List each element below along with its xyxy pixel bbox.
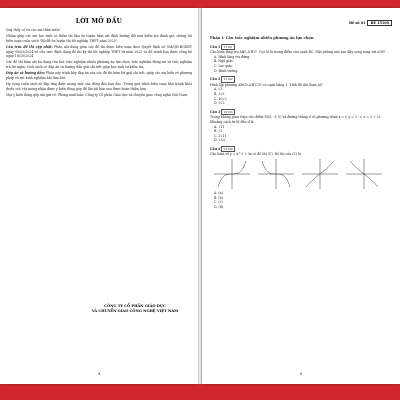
option: B. (b). [214, 195, 224, 200]
option: C. 10√3 [214, 96, 227, 101]
question: Câu 3 15103 Trong không gian Oxyz cho điểm M(3; -1; 0) và đường thẳng d có phương trình x = t; y = 2 - t; z = 3 + 2t. Khoảng cách từ M đến d là A. √11 B. √5 C. 2√11 D. √3/2 [210, 109, 392, 143]
option: B. 3√3 [214, 91, 225, 96]
option: A. Hình lăng trụ đứng. [214, 54, 251, 59]
page-title: LỜI MỞ ĐẦU [75, 18, 123, 25]
option: A. √11 [214, 124, 225, 129]
option: D. (d). [214, 204, 225, 209]
book-spread [0, 8, 400, 384]
exam-body [210, 36, 392, 212]
paragraph: Quý thầy cô và các em thân mến! [6, 28, 61, 32]
left-page [0, 8, 198, 384]
exam-code: Đề số 01 ĐỀ 15100 [349, 20, 392, 26]
option: C. Lục giác. [214, 63, 234, 68]
foreword-body [6, 28, 192, 99]
question: Câu 4 15104 Cho hàm số y = x^3 + 3x có đồ thị (C). Đồ thị của (C) là A. (a). B. (b). C. (c). D. (d). [210, 146, 392, 210]
option: D. 3√2 [214, 101, 225, 106]
publisher-signature: CÔNG TY CỔ PHẦN GIÁO DỤC VÀ CHUYỂN GIAO CÔNG NGHỆ VIỆT NAM [91, 304, 179, 313]
page-number: 3 [97, 371, 101, 376]
option: C. 2√11 [214, 133, 227, 138]
option: A. √3 [214, 87, 223, 92]
graph-figure [210, 157, 390, 191]
paragraph: Các đề thi bám sát ba dạng câu hỏi: trắc nghiệm nhiều phương án lựa chọn, trắc nghiệm đúng sai và trắc nghiệm trả lời ngắn. Cuối sách có đáp án và hướng dẫn giải chi tiết giúp học sinh tự kiểm tra. [6, 60, 192, 69]
paragraph: Đáp án và hướng dẫn: Phần này trình bày đáp án của các đề thi kèm lời giải chi tiết, giúp các em hiểu rõ phương pháp và rút kinh nghiệm khi làm bài. [6, 71, 193, 80]
part-title: Phần I. Câu trắc nghiệm nhiều phương án lựa chọn. [210, 36, 315, 40]
option: C. (c). [214, 200, 224, 205]
paragraph: Cấu trúc đề thi cập nhật: Phần nội dung gồm các đề thi được biên soạn theo Quyết định số 764/QĐ-BGDĐT ngày 08/03/2024 về cấu trúc định dạng đề thi kỳ thi tốt nghiệp THPT từ năm 2025 và đề minh họa được công bố ngày 18/10/2024. [6, 44, 193, 59]
page-number: 5 [299, 371, 303, 376]
paragraph: Hy vọng cuốn sách sẽ đáp ứng được mong mỏi của đông đảo bạn đọc. Trong quá trình biên soạn khó tránh khỏi thiếu sót, rất mong nhận được ý kiến đóng góp để lần tái bản sau được hoàn thiện hơn. [6, 81, 192, 91]
question: Câu 1 15101 Cho hình lăng trụ ABC.A'B'C'. Gọi M là trung điểm của cạnh BC. Mặt phẳng nào sau đây song song với A'M? A. Hình lăng trụ đứng. B. Ngũ giác. C. Lục giác. D. Hình vuông. [210, 44, 392, 74]
option: A. (a). [214, 191, 224, 196]
option: D. Hình vuông. [214, 68, 239, 73]
paragraph: Nhằm giúp các em học sinh có thêm tài liệu ôn luyện bám sát định hướng đổi mới kiểm tra đánh giá, chúng tôi biên soạn cuốn sách "Bộ đề ôn luyện thi tốt nghiệp THPT năm 2025". [6, 34, 192, 43]
option: B. √5 [214, 129, 223, 134]
question: Câu 2 15102 Hình lập phương ABCD.A'B'C'D' có cạnh bằng 1. Tính độ dài đoạn AC'. A. √3 B. 3√3 C. 10√3 D. 3√2 [210, 76, 392, 106]
paragraph: Mọi ý kiến đóng góp xin gửi về: Phòng xuất bản, Công ty Cổ phần Giáo dục và chuyển giao công nghệ Việt Nam. [6, 92, 189, 97]
option: B. Ngũ giác. [214, 59, 235, 64]
right-page [202, 8, 400, 384]
option: D. √3/2 [214, 138, 226, 143]
